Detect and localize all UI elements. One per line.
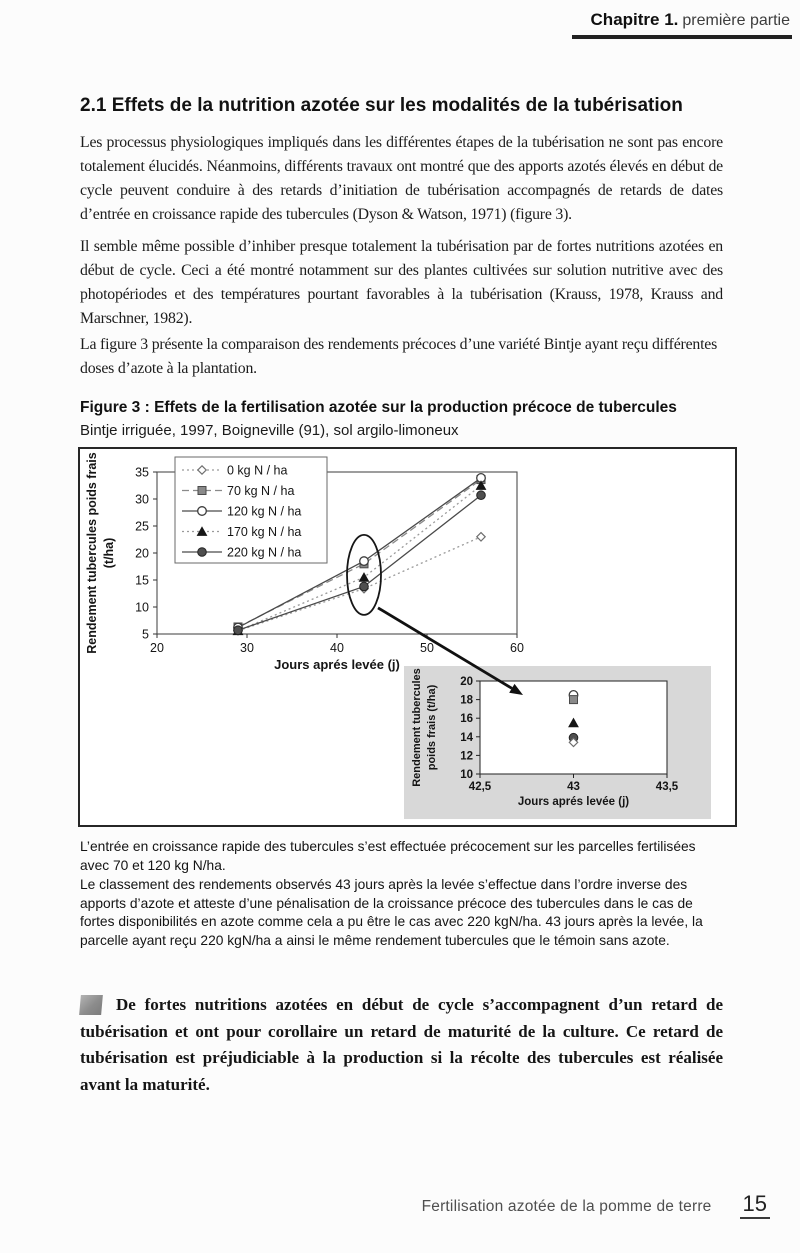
page-footer: [422, 1192, 770, 1219]
svg-text:42,5: 42,5: [468, 781, 492, 793]
figure-chart: [80, 449, 735, 825]
figure-title: Figure 3 : Effets de la fertilisation azotée sur la production précoce de tubercules: [80, 399, 677, 416]
svg-text:12: 12: [460, 750, 473, 763]
svg-text:5: 5: [142, 627, 149, 642]
svg-text:0 kg N / ha: 0 kg N / ha: [227, 463, 288, 478]
svg-text:Jours aprés levée (j): Jours aprés levée (j): [274, 657, 400, 672]
svg-text:25: 25: [135, 519, 149, 534]
svg-text:10: 10: [460, 769, 473, 781]
svg-text:60: 60: [510, 641, 524, 655]
svg-text:poids frais (t/ha): poids frais (t/ha): [426, 684, 438, 771]
svg-text:14: 14: [460, 731, 473, 744]
chapter-label: Chapitre 1.: [590, 10, 679, 29]
conclusion-text: De fortes nutritions azotées en début de cycle s’accompagnent d’un retard de tubérisation et ont pour corollaire un retard de maturité de la culture. Ce retard de tubérisation est préjudiciable à la production si la récolte des tubercules est réalisée avant la maturité.: [80, 995, 723, 1094]
paragraph: Les processus physiologiques impliqués dans les différentes étapes de la tubérisation ne sont pas encore totalement élucidés. Néanmoins, différents travaux ont montré que des apports azotés élevés en début de cycle peuvent conduire à des retards d’initiation de tubérisation accompagnés de retards de dates d’entrée en croissance rapide des tubercules (Dyson & Watson, 1971) (figure 3).: [80, 134, 723, 223]
figure-caption: L’entrée en croissance rapide des tubercules s’est effectuée précocement sur les parcelles fertilisées avec 70 et 120 kg N/ha.: [80, 839, 696, 873]
svg-text:20: 20: [460, 676, 473, 688]
svg-text:30: 30: [240, 641, 254, 655]
paragraph: La figure 3 présente la comparaison des rendements précoces d’une variété Bintje ayant reçu différentes doses d’azote à la plantation.: [80, 336, 718, 377]
svg-text:Rendement tubercules: Rendement tubercules: [411, 668, 423, 787]
chapter-part-label: première partie: [682, 12, 790, 29]
svg-text:20: 20: [150, 641, 164, 655]
figure-caption: Le classement des rendements observés 43 jours après la levée s’effectue dans l’ordre inverse des apports d’azote et atteste d’une pénalisation de la croissance précoce des tubercules dans le cas de fortes disponibilités en azote comme cela a pu être le cas avec 220 kgN/ha. 43 jours après la levée, la parcelle ayant reçu 220 kgN/ha a ainsi le même rendement tubercules que le témoin sans azote.: [80, 877, 703, 948]
svg-text:Rendement tubercules poids fra: Rendement tubercules poids frais: [85, 452, 99, 654]
svg-text:170 kg N / ha: 170 kg N / ha: [227, 525, 302, 539]
svg-text:20: 20: [135, 546, 149, 561]
figure-frame: [78, 447, 737, 827]
figure-subtitle: Bintje irriguée, 1997, Boigneville (91), sol argilo-limoneux: [80, 422, 459, 439]
svg-text:Jours aprés levée (j): Jours aprés levée (j): [517, 796, 630, 808]
main-column: [80, 0, 723, 1098]
svg-text:43,5: 43,5: [655, 781, 679, 793]
svg-text:16: 16: [460, 713, 473, 726]
svg-text:43: 43: [567, 781, 580, 793]
paragraph: Il semble même possible d’inhiber presque totalement la tubérisation par de fortes nutritions azotées en début de cycle. Ceci a été montré notamment sur des plantes cultivées sur solution nutritive avec des photopériodes et des températures pourtant favorables à la tubérisation (Krauss, 1978, Krauss and Marschner, 1982).: [80, 238, 723, 327]
svg-text:15: 15: [135, 573, 149, 588]
svg-text:(t/ha): (t/ha): [102, 537, 116, 569]
svg-text:50: 50: [420, 641, 434, 655]
section-title: 2.1 Effets de la nutrition azotée sur les modalités de la tubérisation: [80, 95, 683, 116]
svg-text:18: 18: [460, 694, 473, 707]
svg-text:40: 40: [330, 641, 344, 655]
svg-text:35: 35: [135, 465, 149, 480]
conclusion-block: [80, 992, 723, 1098]
svg-text:120 kg N / ha: 120 kg N / ha: [227, 504, 302, 519]
bullet-square-icon: [79, 995, 103, 1015]
svg-text:10: 10: [135, 600, 149, 615]
page-number: 15: [740, 1192, 770, 1219]
svg-text:220 kg N / ha: 220 kg N / ha: [227, 545, 302, 560]
footer-title: Fertilisation azotée de la pomme de terre: [421, 1198, 712, 1215]
svg-text:30: 30: [135, 492, 149, 507]
svg-text:70 kg N / ha: 70 kg N / ha: [227, 484, 295, 498]
